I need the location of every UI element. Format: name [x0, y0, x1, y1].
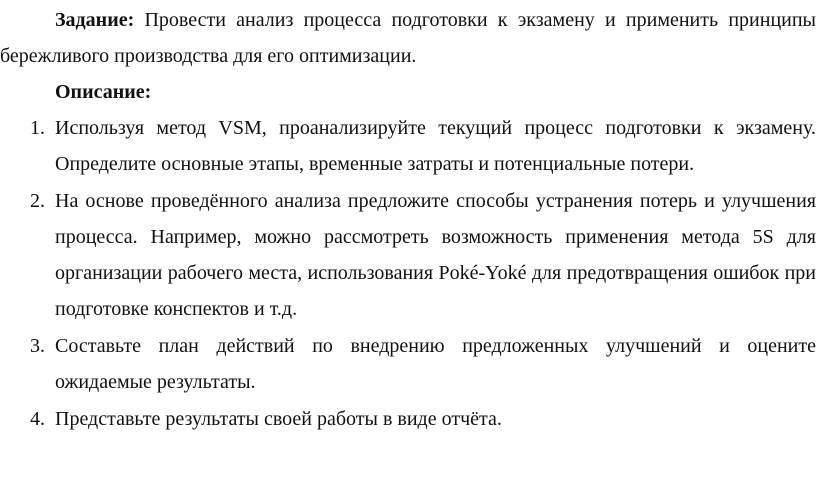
list-item-number: 2. — [30, 190, 45, 212]
list-item-text: Составьте план действий по внедрению предложенных улучшений и оцените ожидаемые результаты. — [55, 335, 816, 393]
steps-list — [0, 110, 816, 437]
task-text: Провести анализ процесса подготовки к экзамену и применить принципы бережливого производства для его оптимизации. — [0, 9, 816, 67]
list-item-text: Представьте результаты своей работы в виде отчёта. — [55, 408, 502, 430]
task-label: Задание: — [55, 9, 135, 31]
list-item — [0, 183, 816, 327]
list-item-number: 4. — [30, 408, 45, 430]
list-item — [0, 328, 816, 400]
list-item-text: Используя метод VSM, проанализируйте текущий процесс подготовки к экзамену. Определите основные этапы, временные затраты и потенциальные потери. — [55, 117, 816, 175]
list-item-text: На основе проведённого анализа предложите способы устранения потерь и улучшения процесса. Например, можно рассмотреть возможность применения метода 5S для организации рабочего места, использования Poké-Yoké для предотвращения ошибок при подготовке конспектов и т.д. — [55, 190, 816, 320]
list-item-number: 1. — [30, 117, 45, 139]
list-item — [0, 110, 816, 182]
description-heading: Описание: — [55, 81, 152, 103]
task-paragraph — [0, 0, 816, 74]
list-item — [0, 401, 816, 437]
list-item-number: 3. — [30, 335, 45, 357]
